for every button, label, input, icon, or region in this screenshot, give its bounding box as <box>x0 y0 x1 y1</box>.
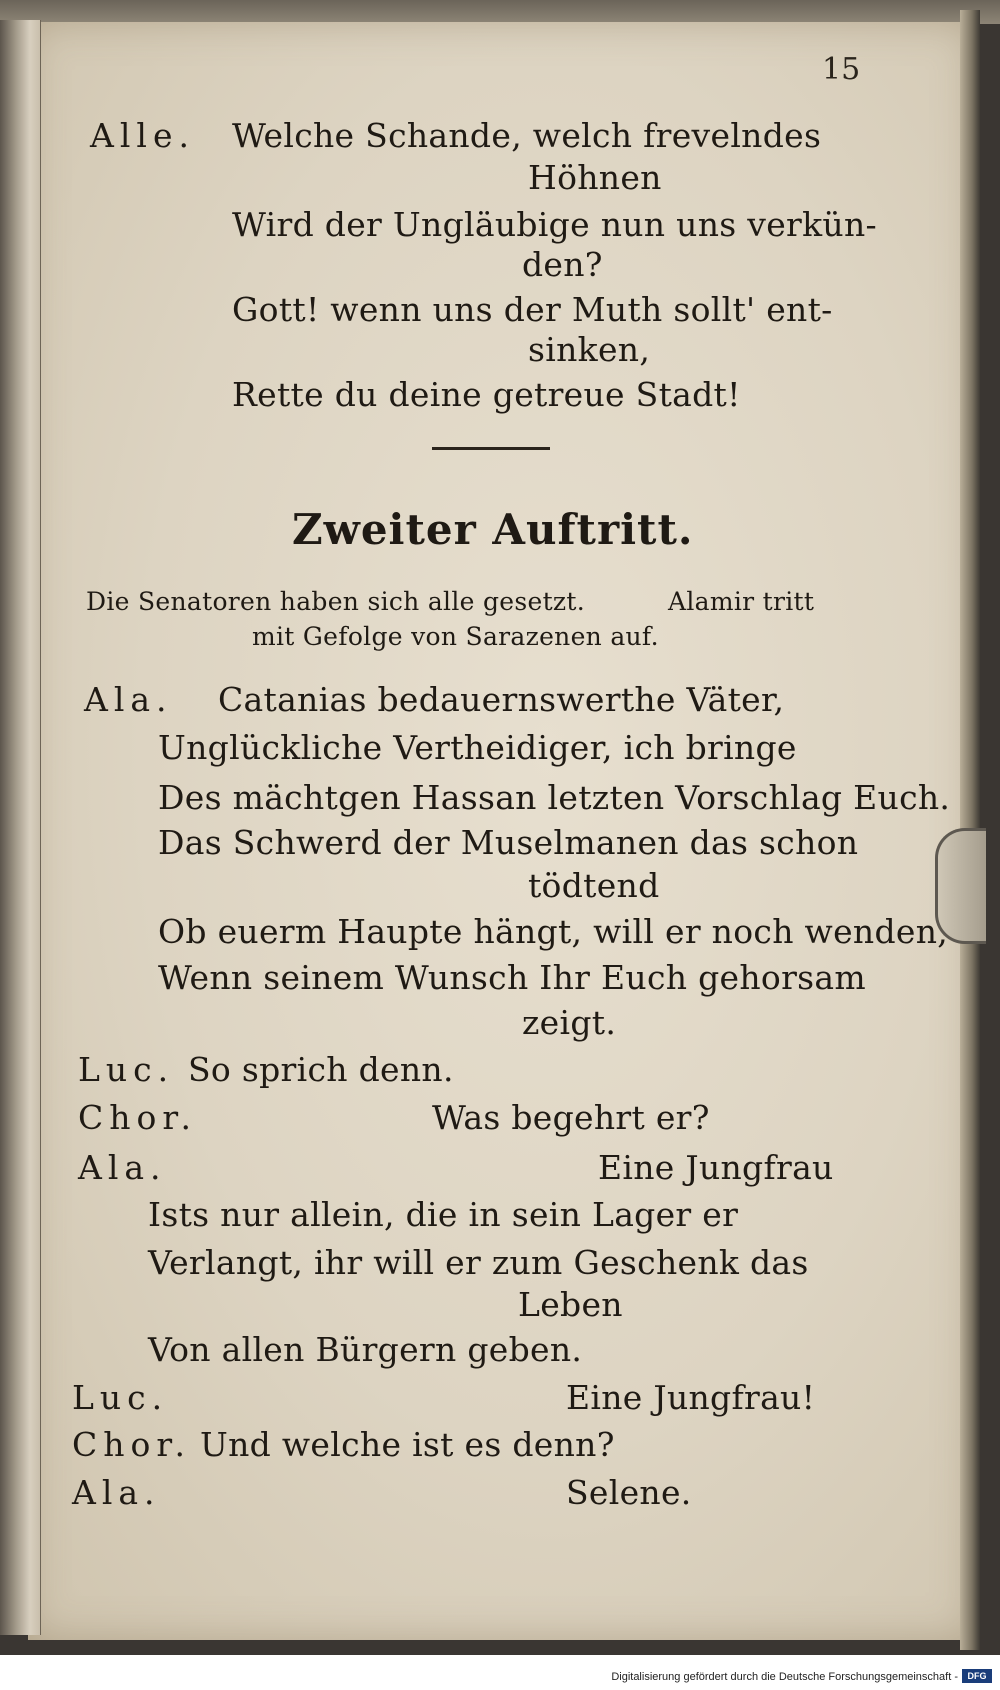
verse-line: Ob euerm Haupte hängt, will er noch wenden, <box>158 912 949 951</box>
verse-line: Rette du deine getreue Stadt! <box>232 375 741 414</box>
page-number: 15 <box>822 52 861 87</box>
verse-line: Eine Jungfrau <box>598 1148 834 1187</box>
scene-heading: Zweiter Auftritt. <box>292 505 694 554</box>
speaker-alle: Alle. <box>90 116 195 155</box>
speaker-ala: Ala. <box>84 680 173 719</box>
verse-line: Wird der Ungläubige nun uns verkün- <box>232 205 877 244</box>
speaker-luc: Luc. <box>72 1378 169 1417</box>
book-spine-edge <box>0 20 41 1635</box>
verse-line: tödtend <box>528 866 660 905</box>
footer-credit: Digitalisierung gefördert durch die Deutsche Forschungsgemeinschaft - <box>611 1671 958 1683</box>
section-rule <box>432 447 550 450</box>
verse-line: Welche Schande, welch frevelndes <box>232 116 822 155</box>
verse-line: Ists nur allein, die in sein Lager er <box>148 1195 739 1234</box>
top-shadow <box>0 0 1000 24</box>
verse-line: Und welche ist es denn? <box>200 1425 615 1464</box>
verse-line: Des mächtgen Hassan letzten Vorschlag Euch. <box>158 778 951 817</box>
speaker-luc: Luc. <box>78 1050 175 1089</box>
stage-direction: mit Gefolge von Sarazenen auf. <box>252 622 659 651</box>
verse-line: Gott! wenn uns der Muth sollt' ent- <box>232 290 833 329</box>
verse-line: sinken, <box>528 330 651 369</box>
verse-line: Wenn seinem Wunsch Ihr Euch gehorsam <box>158 958 866 997</box>
dfg-logo: DFG <box>962 1669 992 1683</box>
verse-line: Catanias bedauernswerthe Väter, <box>218 680 785 719</box>
verse-line: Was begehrt er? <box>432 1098 710 1137</box>
speaker-ala: Ala. <box>72 1473 161 1512</box>
verse-line: Verlangt, ihr will er zum Geschenk das <box>148 1243 809 1282</box>
verse-line: den? <box>522 245 603 284</box>
verse-line: So sprich denn. <box>188 1050 454 1089</box>
verse-line: Von allen Bürgern geben. <box>148 1330 583 1369</box>
verse-line: zeigt. <box>522 1003 617 1042</box>
verse-line: Selene. <box>566 1473 692 1512</box>
verse-line: Unglückliche Vertheidiger, ich bringe <box>158 728 797 767</box>
stage-direction: Die Senatoren haben sich alle gesetzt. <box>86 587 585 616</box>
verse-line: Das Schwerd der Muselmanen das schon <box>158 823 859 862</box>
speaker-chor: Chor. <box>72 1425 192 1464</box>
verse-line: Höhnen <box>528 158 662 197</box>
stage-direction: Alamir tritt <box>668 587 815 616</box>
verse-line: Leben <box>518 1285 623 1324</box>
verse-line: Eine Jungfrau! <box>566 1378 816 1417</box>
speaker-chor: Chor. <box>78 1098 198 1137</box>
speaker-ala: Ala. <box>78 1148 167 1187</box>
